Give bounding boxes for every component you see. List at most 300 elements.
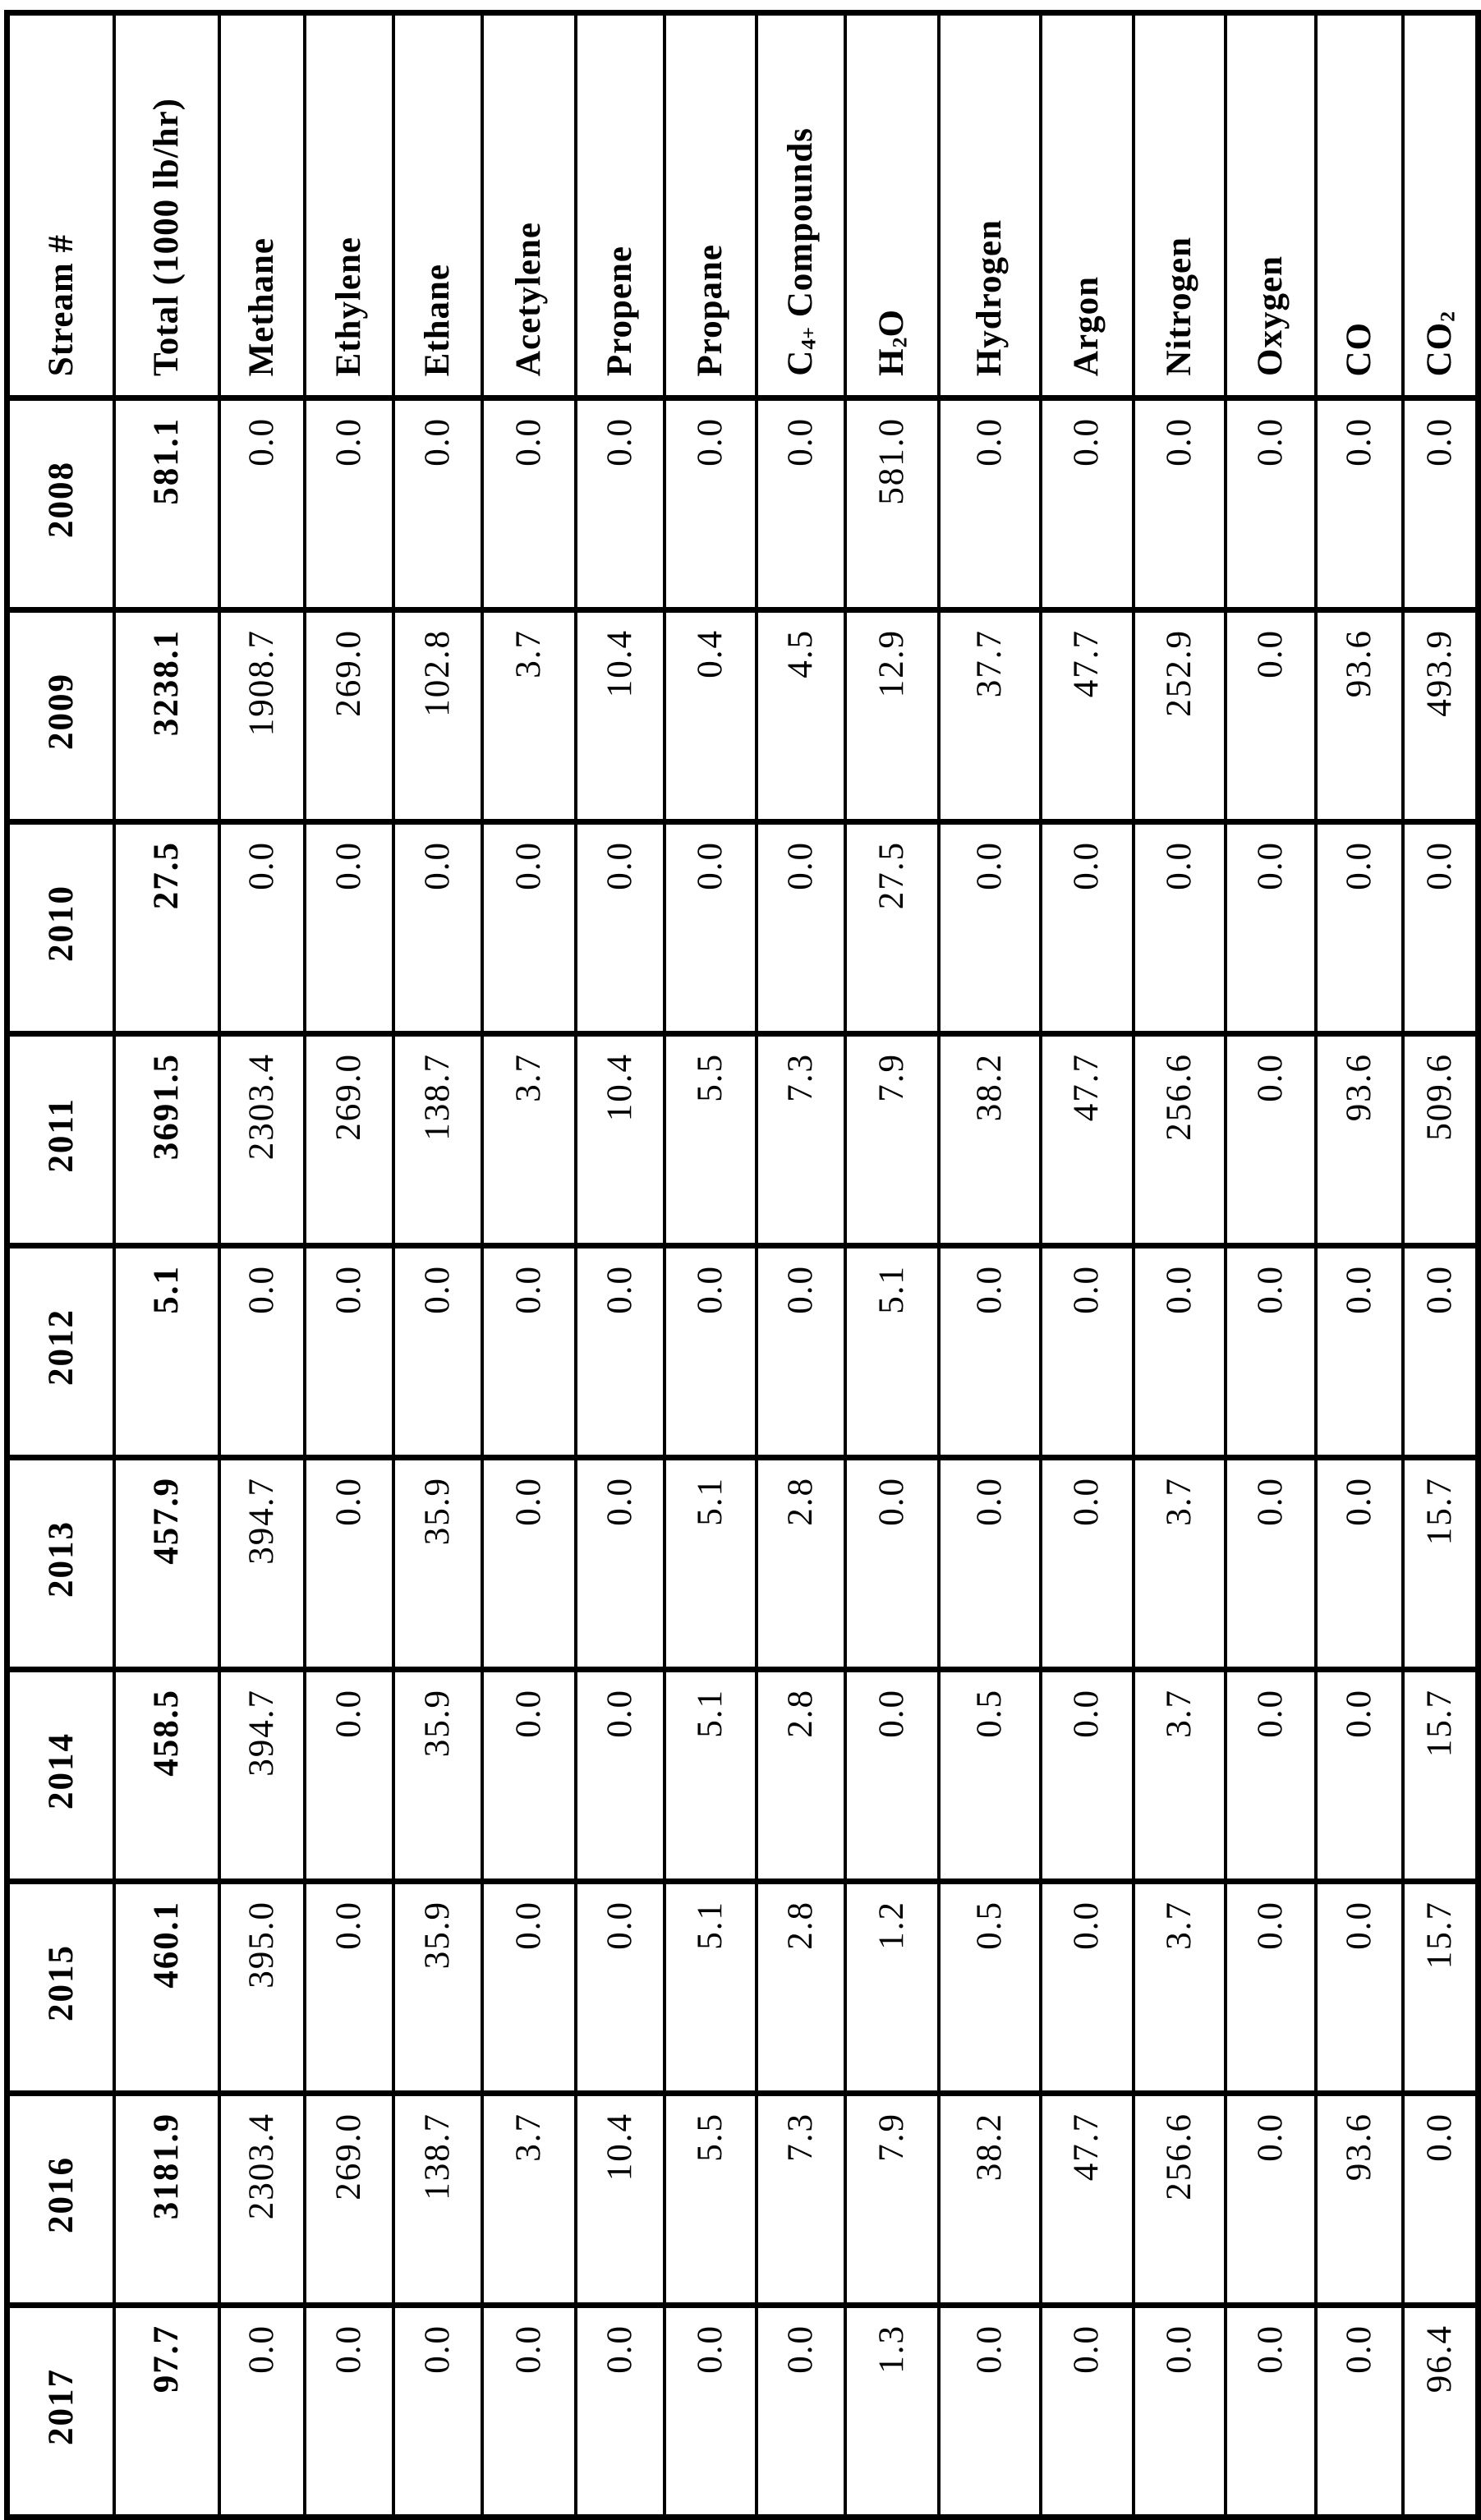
cell-2016-argon xyxy=(1041,2094,1134,2306)
cell-2008-total xyxy=(114,398,219,610)
cell-2016-co xyxy=(1316,2094,1403,2306)
rotated-text: 0.0 xyxy=(1250,629,1290,678)
rotated-text: 1.2 xyxy=(872,1901,911,1950)
cell-2009-oxygen xyxy=(1226,610,1316,822)
cell-2014-ethylene xyxy=(305,1670,393,1882)
rotated-text: 15.7 xyxy=(1420,1689,1460,1758)
cell-2010-hydrogen xyxy=(939,822,1041,1034)
rotated-text: 0.0 xyxy=(241,1265,281,1314)
rotated-text: CO xyxy=(1339,321,1378,376)
cell-2017-ethylene xyxy=(305,2306,393,2518)
column-header-co2 xyxy=(1403,13,1479,398)
cell-2017-propene xyxy=(576,2306,665,2518)
cell-2014-propene xyxy=(576,1670,665,1882)
rotated-text: 0.0 xyxy=(508,417,548,467)
row-2008 xyxy=(7,398,1479,610)
row-2009 xyxy=(7,610,1479,822)
rotated-text: 3.7 xyxy=(508,1053,548,1102)
cell-2010-nitrogen xyxy=(1134,822,1226,1034)
cell-2011-total xyxy=(114,1034,219,1246)
rotated-text: $CO_2$ xyxy=(1419,310,1460,376)
rotated-text: 0.0 xyxy=(1067,2325,1106,2374)
cell-2012-oxygen xyxy=(1226,1246,1316,1458)
cell-2016-ethane xyxy=(393,2094,482,2306)
cell-2013-propene xyxy=(576,1458,665,1670)
rotated-text: 0.0 xyxy=(417,1265,457,1314)
rotated-text: Ethane xyxy=(417,263,457,376)
cell-2010-argon xyxy=(1041,822,1134,1034)
cell-2016-methane xyxy=(219,2094,305,2306)
rotated-text: 0.0 xyxy=(508,841,548,890)
rotated-text: 2017 xyxy=(41,2368,80,2445)
cell-2017-oxygen xyxy=(1226,2306,1316,2518)
rotated-text: 0.0 xyxy=(1420,841,1460,890)
rotated-text: 2013 xyxy=(41,1520,80,1598)
cell-stream-number-2011 xyxy=(7,1034,114,1246)
rotated-text: Argon xyxy=(1067,275,1106,376)
rotated-text: 0.0 xyxy=(1067,1477,1106,1526)
rotated-text: 2009 xyxy=(41,673,80,750)
rotated-text: 27.5 xyxy=(146,841,186,910)
column-header-nitrogen xyxy=(1134,13,1226,398)
cell-stream-number-2013 xyxy=(7,1458,114,1670)
rotated-text: Hydrogen xyxy=(969,218,1009,376)
rotated-text: 394.7 xyxy=(241,1477,281,1565)
rotated-text: Stream # xyxy=(41,233,80,376)
rotated-text: 0.0 xyxy=(780,841,820,890)
rotated-text: 252.9 xyxy=(1159,629,1198,717)
cell-2008-nitrogen xyxy=(1134,398,1226,610)
cell-2017-co2 xyxy=(1403,2306,1479,2518)
row-2014 xyxy=(7,1670,1479,1882)
cell-2015-oxygen xyxy=(1226,1882,1316,2094)
cell-2013-ethane xyxy=(393,1458,482,1670)
rotated-text: 0.0 xyxy=(508,1265,548,1314)
column-header-propane xyxy=(665,13,757,398)
cell-2014-h2o xyxy=(845,1670,939,1882)
cell-2011-h2o xyxy=(845,1034,939,1246)
cell-2017-acetylene xyxy=(482,2306,576,2518)
rotated-text: 0.0 xyxy=(329,1477,368,1526)
rotated-text: 0.0 xyxy=(1339,417,1378,467)
cell-2016-c4_compounds xyxy=(757,2094,845,2306)
cell-2009-h2o xyxy=(845,610,939,822)
rotated-text: 0.0 xyxy=(1159,417,1198,467)
cell-2012-acetylene xyxy=(482,1246,576,1458)
rotated-text: 0.0 xyxy=(1250,1265,1290,1314)
cell-2011-argon xyxy=(1041,1034,1134,1246)
cell-2014-argon xyxy=(1041,1670,1134,1882)
rotated-text: 138.7 xyxy=(417,1053,457,1141)
column-header-propene xyxy=(576,13,665,398)
cell-2009-co2 xyxy=(1403,610,1479,822)
cell-2013-hydrogen xyxy=(939,1458,1041,1670)
rotated-text: 0.0 xyxy=(508,1689,548,1738)
rotated-text: 35.9 xyxy=(417,1477,457,1546)
rotated-text: 10.4 xyxy=(600,1053,639,1122)
rotated-text: 15.7 xyxy=(1420,1477,1460,1546)
cell-2009-methane xyxy=(219,610,305,822)
cell-2012-co2 xyxy=(1403,1246,1479,1458)
rotated-text: 0.0 xyxy=(600,2325,639,2374)
rotated-text: 15.7 xyxy=(1420,1901,1460,1970)
cell-2008-h2o xyxy=(845,398,939,610)
cell-stream-number-2014 xyxy=(7,1670,114,1882)
rotated-text: 2008 xyxy=(41,461,80,538)
cell-2017-hydrogen xyxy=(939,2306,1041,2518)
row-2015 xyxy=(7,1882,1479,2094)
cell-2016-propane xyxy=(665,2094,757,2306)
cell-2009-co xyxy=(1316,610,1403,822)
column-header-methane xyxy=(219,13,305,398)
cell-2012-ethane xyxy=(393,1246,482,1458)
cell-2010-co xyxy=(1316,822,1403,1034)
cell-2010-c4_compounds xyxy=(757,822,845,1034)
column-header-ethane xyxy=(393,13,482,398)
cell-2017-h2o xyxy=(845,2306,939,2518)
cell-2016-nitrogen xyxy=(1134,2094,1226,2306)
cell-2017-co xyxy=(1316,2306,1403,2518)
rotated-text: 2.8 xyxy=(780,1689,820,1738)
rotated-text: 37.7 xyxy=(969,629,1009,698)
rotated-text: 3691.5 xyxy=(146,1053,186,1161)
column-header-total xyxy=(114,13,219,398)
cell-2015-c4_compounds xyxy=(757,1882,845,2094)
cell-2012-argon xyxy=(1041,1246,1134,1458)
rotated-text: 581.0 xyxy=(872,417,911,505)
rotated-text: 0.0 xyxy=(1067,841,1106,890)
cell-2014-total xyxy=(114,1670,219,1882)
rotated-text: 0.0 xyxy=(241,2325,281,2374)
rotated-text: 0.0 xyxy=(1067,1689,1106,1738)
table-body xyxy=(7,398,1479,2518)
cell-2017-c4_compounds xyxy=(757,2306,845,2518)
rotated-text: 47.7 xyxy=(1067,2113,1106,2182)
cell-2012-propene xyxy=(576,1246,665,1458)
rotated-text: Methane xyxy=(241,237,281,376)
cell-stream-number-2016 xyxy=(7,2094,114,2306)
cell-2011-ethylene xyxy=(305,1034,393,1246)
rotated-text: Propane xyxy=(690,243,729,376)
cell-2011-propane xyxy=(665,1034,757,1246)
cell-2010-propene xyxy=(576,822,665,1034)
rotated-text: 394.7 xyxy=(241,1689,281,1777)
rotated-text: 0.0 xyxy=(1250,1901,1290,1950)
rotated-text: Propene xyxy=(600,245,639,376)
rotated-text: 5.1 xyxy=(690,1901,729,1950)
cell-2011-hydrogen xyxy=(939,1034,1041,1246)
rotated-text: 256.6 xyxy=(1159,2113,1198,2200)
rotated-text: 0.0 xyxy=(1420,1265,1460,1314)
cell-2008-argon xyxy=(1041,398,1134,610)
cell-2008-propane xyxy=(665,398,757,610)
cell-2013-oxygen xyxy=(1226,1458,1316,1670)
stream-composition-table xyxy=(4,10,1481,2520)
rotated-text: 0.0 xyxy=(1250,417,1290,467)
cell-2008-ethylene xyxy=(305,398,393,610)
cell-2016-total xyxy=(114,2094,219,2306)
rotated-text: 0.0 xyxy=(600,417,639,467)
rotated-text: 138.7 xyxy=(417,2113,457,2200)
cell-2017-nitrogen xyxy=(1134,2306,1226,2518)
cell-2013-co xyxy=(1316,1458,1403,1670)
rotated-text: 10.4 xyxy=(600,2113,639,2182)
rotated-text: 4.5 xyxy=(780,629,820,678)
rotated-text: 2015 xyxy=(41,1944,80,2021)
rotated-text: 0.0 xyxy=(1159,841,1198,890)
rotated-text: 2014 xyxy=(41,1732,80,1810)
cell-2011-oxygen xyxy=(1226,1034,1316,1246)
cell-2010-ethylene xyxy=(305,822,393,1034)
cell-2015-propene xyxy=(576,1882,665,2094)
row-2011 xyxy=(7,1034,1479,1246)
rotated-text: 0.0 xyxy=(1339,1901,1378,1950)
rotated-text: 0.0 xyxy=(600,841,639,890)
cell-2014-nitrogen xyxy=(1134,1670,1226,1882)
rotated-text: 0.0 xyxy=(329,1689,368,1738)
cell-2012-methane xyxy=(219,1246,305,1458)
rotated-text: 457.9 xyxy=(146,1477,186,1565)
rotated-text: 3238.1 xyxy=(146,629,186,737)
cell-2016-hydrogen xyxy=(939,2094,1041,2306)
cell-stream-number-2012 xyxy=(7,1246,114,1458)
rotated-text: 3.7 xyxy=(1159,1689,1198,1738)
cell-2009-ethane xyxy=(393,610,482,822)
rotated-text: 0.0 xyxy=(1159,1265,1198,1314)
rotated-text: 0.0 xyxy=(329,2325,368,2374)
rotated-text: 0.0 xyxy=(780,1265,820,1314)
cell-2008-ethane xyxy=(393,398,482,610)
cell-2016-ethylene xyxy=(305,2094,393,2306)
column-header-hydrogen xyxy=(939,13,1041,398)
rotated-text: 0.0 xyxy=(1420,417,1460,467)
cell-stream-number-2015 xyxy=(7,1882,114,2094)
rotated-text: 7.9 xyxy=(872,2113,911,2162)
column-header-co xyxy=(1316,13,1403,398)
row-2012 xyxy=(7,1246,1479,1458)
cell-2013-nitrogen xyxy=(1134,1458,1226,1670)
rotated-text: 0.0 xyxy=(690,1265,729,1314)
cell-2010-ethane xyxy=(393,822,482,1034)
rotated-text: 0.0 xyxy=(329,417,368,467)
cell-2013-propane xyxy=(665,1458,757,1670)
cell-2008-acetylene xyxy=(482,398,576,610)
rotated-text: 2016 xyxy=(41,2156,80,2233)
rotated-text: 0.0 xyxy=(1339,2325,1378,2374)
rotated-text: 2.8 xyxy=(780,1901,820,1950)
rotated-text: $C_{4+}$ Compounds xyxy=(780,127,821,376)
rotated-text: 2010 xyxy=(41,885,80,962)
rotated-text: 0.0 xyxy=(872,1477,911,1526)
cell-2009-hydrogen xyxy=(939,610,1041,822)
cell-2015-nitrogen xyxy=(1134,1882,1226,2094)
cell-2014-methane xyxy=(219,1670,305,1882)
cell-2009-argon xyxy=(1041,610,1134,822)
rotated-text: 0.0 xyxy=(600,1901,639,1950)
cell-2008-propene xyxy=(576,398,665,610)
rotated-text: 0.0 xyxy=(969,1477,1009,1526)
rotated-text: 47.7 xyxy=(1067,629,1106,698)
rotated-text: 0.0 xyxy=(329,841,368,890)
rotated-text: Ethylene xyxy=(329,236,368,376)
cell-2015-hydrogen xyxy=(939,1882,1041,2094)
cell-2013-acetylene xyxy=(482,1458,576,1670)
cell-2009-propane xyxy=(665,610,757,822)
rotated-text: 1.3 xyxy=(872,2325,911,2374)
cell-2014-acetylene xyxy=(482,1670,576,1882)
rotated-text: 3.7 xyxy=(508,629,548,678)
cell-2008-hydrogen xyxy=(939,398,1041,610)
cell-2008-c4_compounds xyxy=(757,398,845,610)
row-2016 xyxy=(7,2094,1479,2306)
cell-2009-propene xyxy=(576,610,665,822)
cell-2011-c4_compounds xyxy=(757,1034,845,1246)
rotated-text: 5.1 xyxy=(690,1689,729,1738)
cell-2011-nitrogen xyxy=(1134,1034,1226,1246)
cell-2008-co2 xyxy=(1403,398,1479,610)
cell-2011-methane xyxy=(219,1034,305,1246)
rotated-text: 0.0 xyxy=(1250,1477,1290,1526)
rotated-text: 47.7 xyxy=(1067,1053,1106,1122)
rotated-text: 0.0 xyxy=(241,841,281,890)
cell-2010-h2o xyxy=(845,822,939,1034)
rotated-text: 35.9 xyxy=(417,1689,457,1758)
cell-2015-argon xyxy=(1041,1882,1134,2094)
cell-2014-co2 xyxy=(1403,1670,1479,1882)
cell-2017-argon xyxy=(1041,2306,1134,2518)
rotated-text: 1908.7 xyxy=(241,629,281,737)
rotated-text: 0.0 xyxy=(329,1901,368,1950)
rotated-text: 0.5 xyxy=(969,1689,1009,1738)
cell-2009-c4_compounds xyxy=(757,610,845,822)
row-2017 xyxy=(7,2306,1479,2518)
rotated-text: 2.8 xyxy=(780,1477,820,1526)
rotated-text: 2303.4 xyxy=(241,2113,281,2220)
cell-2009-nitrogen xyxy=(1134,610,1226,822)
cell-2010-propane xyxy=(665,822,757,1034)
column-header-stream xyxy=(7,13,114,398)
cell-2012-hydrogen xyxy=(939,1246,1041,1458)
cell-2012-h2o xyxy=(845,1246,939,1458)
rotated-text: 2012 xyxy=(41,1308,80,1386)
cell-2012-propane xyxy=(665,1246,757,1458)
rotated-text: 2011 xyxy=(41,1097,80,1173)
cell-2011-ethane xyxy=(393,1034,482,1246)
cell-2015-total xyxy=(114,1882,219,2094)
cell-2013-methane xyxy=(219,1458,305,1670)
cell-2014-propane xyxy=(665,1670,757,1882)
rotated-text: 0.0 xyxy=(690,841,729,890)
rotated-text: 0.0 xyxy=(780,2325,820,2374)
rotated-text: 5.1 xyxy=(872,1265,911,1314)
rotated-text: 269.0 xyxy=(329,2113,368,2200)
rotated-text: 509.6 xyxy=(1420,1053,1460,1141)
rotated-text: 256.6 xyxy=(1159,1053,1198,1141)
cell-2017-total xyxy=(114,2306,219,2518)
rotated-text: 581.1 xyxy=(146,417,186,505)
cell-2014-ethane xyxy=(393,1670,482,1882)
rotated-text: 0.0 xyxy=(1250,2113,1290,2162)
column-header-c4_compounds xyxy=(757,13,845,398)
rotated-text: 27.5 xyxy=(872,841,911,910)
rotated-text: 93.6 xyxy=(1339,1053,1378,1122)
rotated-text: 0.0 xyxy=(1250,2325,1290,2374)
rotated-text: Acetylene xyxy=(508,221,548,376)
cell-2012-co xyxy=(1316,1246,1403,1458)
rotated-text: 2303.4 xyxy=(241,1053,281,1161)
row-2010 xyxy=(7,822,1479,1034)
rotated-text: 0.0 xyxy=(1250,1689,1290,1738)
rotated-text: 38.2 xyxy=(969,2113,1009,2182)
rotated-text: Nitrogen xyxy=(1159,237,1198,376)
rotated-text: 5.1 xyxy=(146,1265,186,1314)
cell-2015-acetylene xyxy=(482,1882,576,2094)
row-2013 xyxy=(7,1458,1479,1670)
rotated-text: 3.7 xyxy=(1159,1477,1198,1526)
rotated-text: 5.5 xyxy=(690,2113,729,2162)
cell-2013-co2 xyxy=(1403,1458,1479,1670)
cell-2009-total xyxy=(114,610,219,822)
cell-2013-c4_compounds xyxy=(757,1458,845,1670)
cell-2009-ethylene xyxy=(305,610,393,822)
cell-2015-methane xyxy=(219,1882,305,2094)
cell-2013-h2o xyxy=(845,1458,939,1670)
rotated-text: 460.1 xyxy=(146,1901,186,1989)
rotated-text: 0.0 xyxy=(690,417,729,467)
column-header-h2o xyxy=(845,13,939,398)
rotated-text: 0.0 xyxy=(1339,1477,1378,1526)
rotated-text: 0.0 xyxy=(1067,1265,1106,1314)
rotated-text: 0.0 xyxy=(508,2325,548,2374)
rotated-text: 0.0 xyxy=(329,1265,368,1314)
cell-stream-number-2010 xyxy=(7,822,114,1034)
rotated-text: 0.0 xyxy=(1159,2325,1198,2374)
cell-2012-c4_compounds xyxy=(757,1246,845,1458)
column-header-acetylene xyxy=(482,13,576,398)
rotated-text: 0.0 xyxy=(690,2325,729,2374)
rotated-text: 0.0 xyxy=(1420,2113,1460,2162)
rotated-text: 493.9 xyxy=(1420,629,1460,717)
cell-stream-number-2017 xyxy=(7,2306,114,2518)
cell-2011-co xyxy=(1316,1034,1403,1246)
cell-2012-total xyxy=(114,1246,219,1458)
cell-2016-oxygen xyxy=(1226,2094,1316,2306)
cell-2011-co2 xyxy=(1403,1034,1479,1246)
cell-2015-ethylene xyxy=(305,1882,393,2094)
rotated-text: 0.0 xyxy=(417,417,457,467)
rotated-text: 102.8 xyxy=(417,629,457,717)
cell-2010-methane xyxy=(219,822,305,1034)
rotated-text: 0.0 xyxy=(241,417,281,467)
rotated-text: 7.3 xyxy=(780,1053,820,1102)
rotated-text: 5.5 xyxy=(690,1053,729,1102)
rotated-text: 0.0 xyxy=(1250,841,1290,890)
cell-2017-ethane xyxy=(393,2306,482,2518)
cell-2016-h2o xyxy=(845,2094,939,2306)
cell-2010-total xyxy=(114,822,219,1034)
rotated-text: 0.0 xyxy=(417,841,457,890)
rotated-text: 0.0 xyxy=(1067,417,1106,467)
rotated-text: 0.5 xyxy=(969,1901,1009,1950)
rotated-text: 96.4 xyxy=(1420,2325,1460,2394)
rotated-text: 10.4 xyxy=(600,629,639,698)
rotated-text: 0.0 xyxy=(1339,841,1378,890)
column-header-argon xyxy=(1041,13,1134,398)
cell-2015-propane xyxy=(665,1882,757,2094)
rotated-text: 0.0 xyxy=(872,1689,911,1738)
cell-2011-propene xyxy=(576,1034,665,1246)
rotated-text: 35.9 xyxy=(417,1901,457,1970)
